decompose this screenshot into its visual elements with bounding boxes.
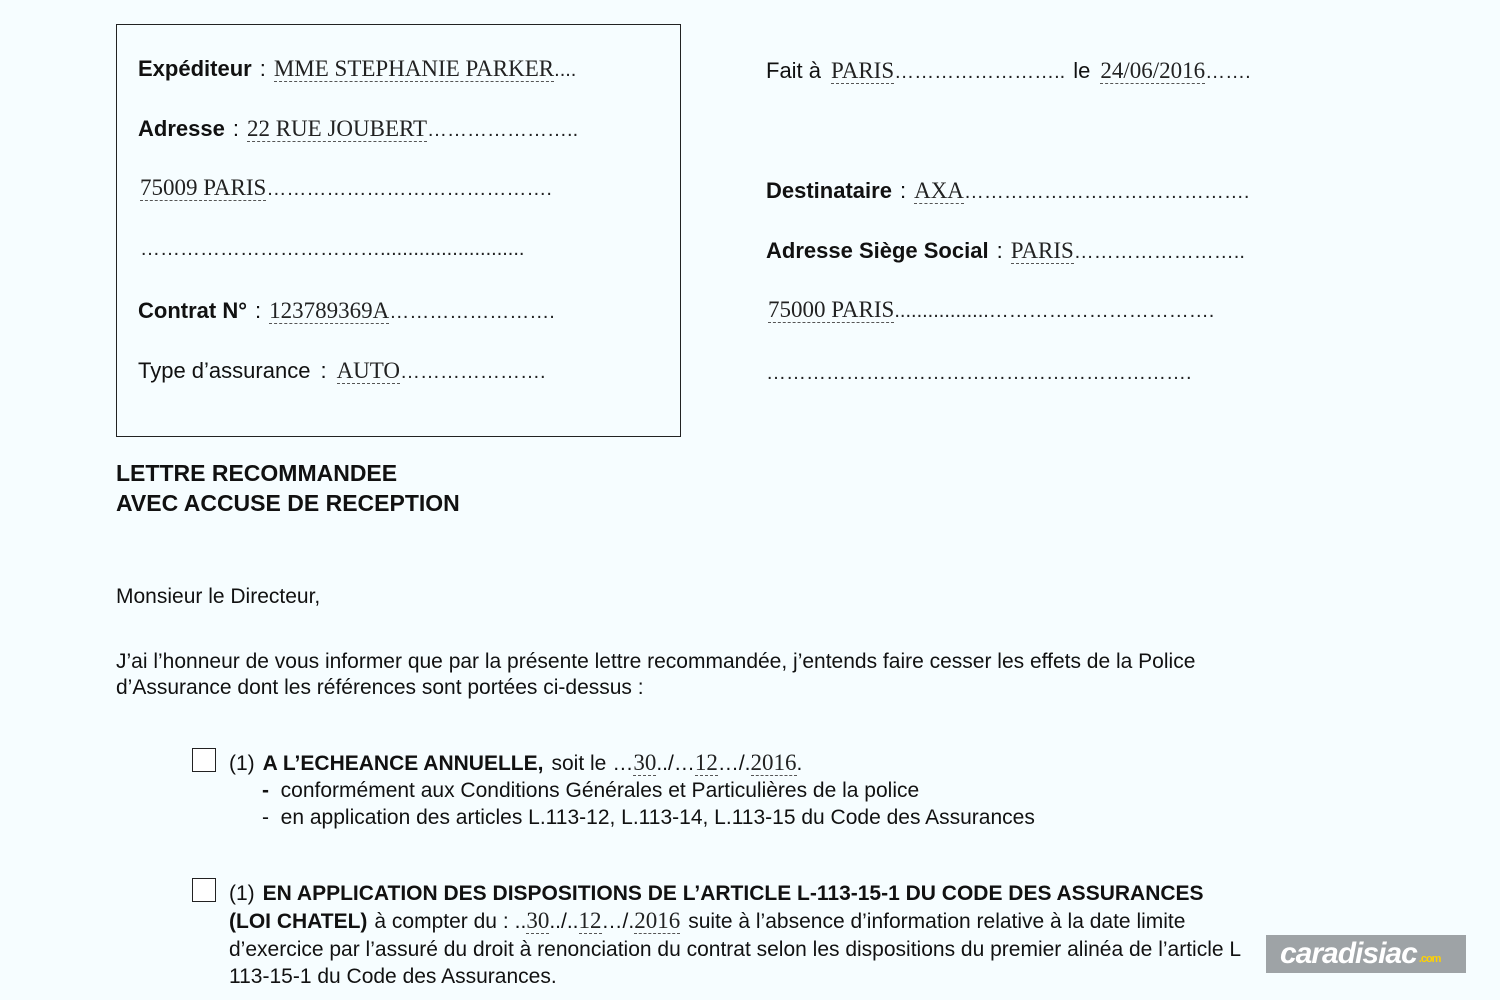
siege2-value: 75000 PARIS <box>768 297 895 322</box>
sep: : <box>899 178 907 203</box>
option1-bullet2-text: en application des articles L.113-12, L.113-14, L.113-15 du Code des Assurances <box>280 806 1035 829</box>
option2-line2: (LOI CHATEL) à compter du : .. 30 ../.. 12 …/. 2016 suite à l’absence d’information relative à la date limite <box>229 908 1186 933</box>
sender-contrat-line: Contrat N° : 123789369A ……………………. <box>138 298 555 323</box>
label-le: le <box>1073 58 1091 83</box>
lieu-value: PARIS <box>831 58 895 83</box>
option2-loi: (LOI CHATEL) <box>229 910 368 933</box>
watermark-brand: caradisiac <box>1280 937 1417 970</box>
option1-checkbox[interactable] <box>192 748 216 772</box>
option2-day: 30 <box>526 908 550 933</box>
adresse-value: 22 RUE JOUBERT <box>246 116 428 141</box>
sender-expediteur-line: Expéditeur : MME STEPHANIE PARKER .... <box>138 56 577 81</box>
sender-type-line: Type d’assurance : AUTO …………………. <box>138 358 546 383</box>
salutation: Monsieur le Directeur, <box>116 585 321 608</box>
option2-rest1: suite à l’absence d’information relative à la date limite <box>688 910 1186 933</box>
place-date-line: Fait à PARIS …………………….. le 24/06/2016 ……. <box>766 58 1251 83</box>
option1-bullet1-text: conformément aux Conditions Générales et Particulières de la police <box>280 779 920 802</box>
sep: : <box>259 56 266 81</box>
option1-bullet1: - conformément aux Conditions Générales et Particulières de la police <box>262 779 920 802</box>
sep: : <box>996 238 1003 263</box>
sender-adresse-line: Adresse : 22 RUE JOUBERT ………………….. <box>138 116 579 141</box>
label-siege: Adresse Siège Social <box>766 238 989 263</box>
option1-bullet2: - en application des articles L.113-12, L.113-14, L.113-15 du Code des Assurances <box>262 806 1035 829</box>
caradisiac-watermark-logo <box>1266 935 1466 973</box>
option1-heading: A L’ECHEANCE ANNUELLE, <box>262 752 544 775</box>
label-type: Type d’assurance <box>138 358 311 383</box>
watermark-suffix: .com <box>1418 953 1441 965</box>
option2-compter: à compter du : <box>374 910 509 933</box>
option1-line: (1) A L’ECHEANCE ANNUELLE, soit le … 30 ../… 12 …/. 2016 . <box>229 750 803 775</box>
label-expediteur: Expéditeur <box>138 56 252 81</box>
recipient-adresse3-line: ………………………………………………………. <box>766 362 1192 384</box>
label-contrat: Contrat N° <box>138 298 248 323</box>
adresse2-value: 75009 PARIS <box>140 175 267 200</box>
option1-day: 30 <box>633 750 657 775</box>
recipient-adresse2-line: 75000 PARIS .................……………………………. <box>768 297 1215 322</box>
label-adresse: Adresse <box>138 116 225 141</box>
recipient-line: Destinataire : AXA ……………………………………. <box>766 178 1250 203</box>
option2-heading: EN APPLICATION DES DISPOSITIONS DE L’ARTICLE L-113-15-1 DU CODE DES ASSURANCES <box>262 882 1204 905</box>
siege-value: PARIS <box>1010 238 1074 263</box>
intro-line-1: J’ai l’honneur de vous informer que par la présente lettre recommandée, j’entends faire cesser les effets de la Police <box>116 650 1196 673</box>
destinataire-value: AXA <box>914 178 964 203</box>
label-fait: Fait à <box>766 58 822 83</box>
label-destinataire: Destinataire <box>766 178 892 203</box>
date-value: 24/06/2016 <box>1100 58 1206 83</box>
option2-line3: d’exercice par l’assuré du droit à renonciation du contrat selon les dispositions du premier alinéa de l’article L <box>229 938 1242 961</box>
type-value: AUTO <box>336 358 401 383</box>
option1-month: 12 <box>694 750 718 775</box>
contrat-value: 123789369A <box>269 298 390 323</box>
option2-heading-line <box>229 881 1204 907</box>
sep: : <box>255 298 262 323</box>
option1-soit: soit le <box>551 752 607 775</box>
letter-title-1: LETTRE RECOMMANDEE <box>116 460 398 486</box>
option1-year: 2016 <box>750 750 797 775</box>
sep: : <box>320 358 327 383</box>
intro-line-2: d’Assurance dont les références sont portées ci-dessus : <box>116 676 644 699</box>
sep: : <box>232 116 239 141</box>
option2-year: 2016 <box>634 908 681 933</box>
option2-checkbox[interactable] <box>192 878 216 902</box>
sender-adresse3-line: ……………………………….......................... <box>140 238 525 260</box>
option2-line4: 113-15-1 du Code des Assurances. <box>229 965 557 988</box>
option2-month: 12 <box>578 908 602 933</box>
option1-num: (1) <box>229 752 255 775</box>
letter-title-2: AVEC ACCUSE DE RECEPTION <box>116 490 460 516</box>
expediteur-value: MME STEPHANIE PARKER <box>273 56 555 81</box>
option2-num: (1) <box>229 882 255 905</box>
recipient-adresse-line: Adresse Siège Social : PARIS …………………….. <box>766 238 1245 263</box>
sender-adresse2-line: 75009 PARIS ……………………………………. <box>140 175 552 200</box>
